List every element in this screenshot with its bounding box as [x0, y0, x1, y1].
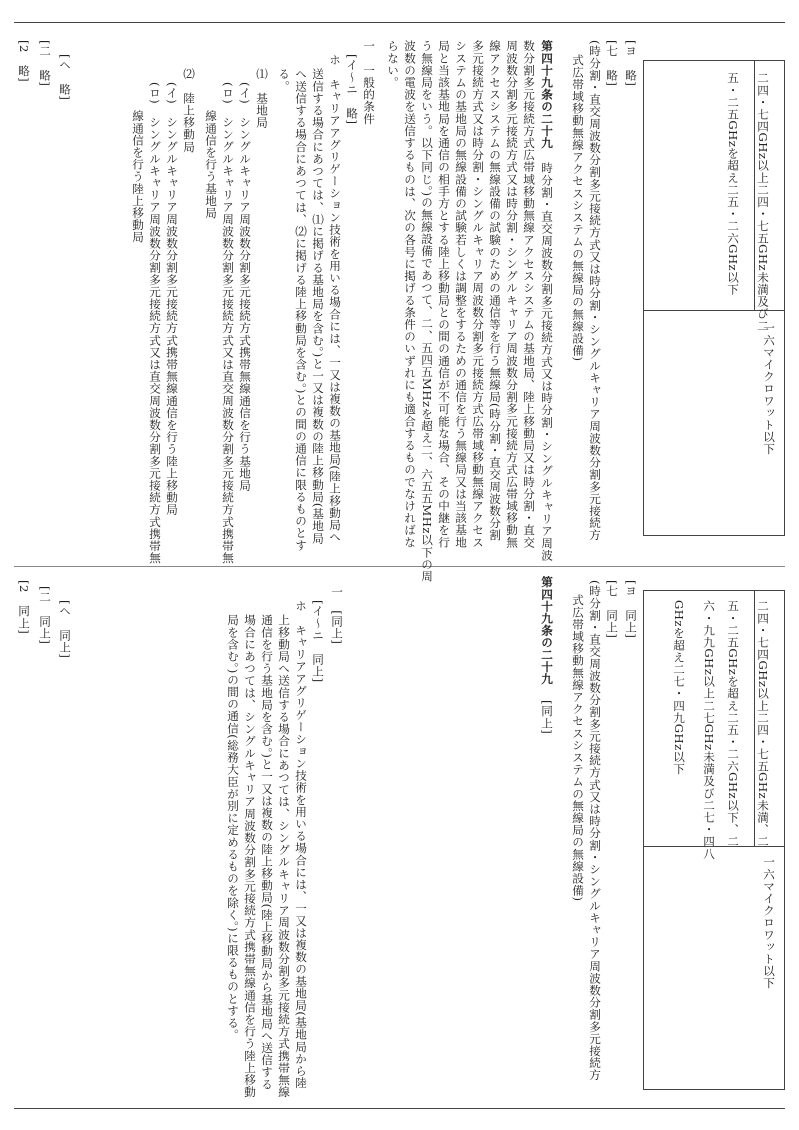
table-power: 一六マイクロワット以下	[762, 856, 776, 990]
omit-he: [ヘ 略]	[58, 54, 72, 101]
current-section	[0, 566, 799, 1108]
article-same: [同上]	[540, 700, 554, 735]
article-line3: 周波数分割多元接続方式又は時分割・シングルキャリア周波数分割多元接続方式広帯域移動無	[505, 40, 519, 549]
article-title: 第四十九条の二十九	[540, 576, 554, 685]
item1-heading: 一 [同上]	[330, 586, 344, 645]
omit-item7: [七 略]	[605, 40, 619, 87]
ho-line3: 通信を行う基地局を含む。)と一又は複数の陸上移動局(陸上移動局から基地局へ送信する	[260, 614, 274, 1091]
omit-i-ni: [イ～ニ 略]	[345, 54, 359, 125]
ho-line2: 上移動局へ送信する場合にあつては、シングルキャリア周波数分割多元接続方式携帯無線	[277, 614, 291, 1098]
subject-line2: 式広帯域移動無線アクセスシステムの無線局の無線設備)	[571, 594, 585, 902]
ho-line4: る。	[277, 68, 291, 93]
ho-line2: 送信する場合にあつては、⑴に掲げる基地局を含む。)と一又は複数の陸上移動局(基地局	[311, 68, 325, 545]
item1-heading: 一 一般的条件	[362, 40, 376, 125]
sub-base-ro: (ロ) シングルキャリア周波数分割多元接続方式又は直交周波数分割多元接続方式携帯無	[221, 82, 235, 564]
omit-item7: [七 同上]	[605, 580, 619, 639]
table-range-line4: GHzを超え二七・四九GHz以下	[672, 600, 686, 775]
table-range-line3: 六・九九GHz以上二七GHz未満及び二七・四八	[702, 600, 716, 860]
subject-line1: (時分割・直交周波数分割多元接続方式又は時分割・シングルキャリア周波数分割多元接続方	[588, 40, 602, 542]
table-inner-line	[754, 60, 755, 310]
sub-mobile-ro: (ロ) シングルキャリア周波数分割多元接続方式又は直交周波数分割多元接続方式携帯無	[148, 82, 162, 564]
ho-line3: へ送信する場合にあつては、⑵に掲げる陸上移動局を含む。)との間の通信に限るものとす	[294, 68, 308, 552]
bottom-rule	[14, 1108, 785, 1109]
ho-line1: ホ キャリアアグリゲーション技術を用いる場合には、一又は複数の基地局(基地局から陸	[294, 600, 308, 1090]
article-line1: 時分割・直交周波数分割多元接続方式又は時分割・シングルキャリア周波	[540, 162, 554, 562]
ho-line1: ホ キャリアアグリゲーション技術を用いる場合には、一又は複数の基地局(陸上移動局へ	[328, 54, 342, 544]
article-line9: 波数の電波を送信するものは、次の各号に掲げる条件のいずれにも適合するものでなければな	[403, 40, 417, 549]
table-power: 一六マイクロワット以下	[762, 322, 776, 456]
sub-base-station: ⑴ 基地局	[255, 68, 269, 129]
article-line5: 多元接続方式又は時分割・シングルキャリア周波数分割多元接続方式広帯域移動無線アクセス	[471, 40, 485, 549]
article-line7: 局と当該基地局を通信の相手方とする陸上移動局との間の通信が不可能な場合、その中継を行	[437, 40, 451, 549]
sub-base-ro-cont: 線通信を行う基地局	[204, 110, 218, 219]
table-range-line2: 五・二五GHzを超え二五・二六GHz以下	[726, 72, 740, 296]
article-line8: う無線局をいう。以下同じ。)の無線設備であつて、二、五四五MHzを超え二、六五五MHz以下の周	[420, 40, 434, 583]
table-inner-line	[754, 590, 755, 846]
article-line6: システムの基地局の無線設備の試験若しくは調整をするための通信を行う無線局又は当該基地	[454, 40, 468, 549]
omit-he: [ヘ 同上]	[58, 600, 72, 659]
sub-base-i: (イ) シングルキャリア周波数分割多元接続方式携帯無線通信を行う基地局	[238, 82, 252, 492]
sub-mobile-i: (イ) シングルキャリア周波数分割多元接続方式携帯無線通信を行う陸上移動局	[165, 82, 179, 516]
sub-mobile-station: ⑵ 陸上移動局	[182, 68, 196, 153]
subject-line1: (時分割・直交周波数分割多元接続方式又は時分割・シングルキャリア周波数分割多元接続方	[588, 580, 602, 1082]
omit-item2: [二 略]	[38, 40, 52, 87]
table-range-line1: 二四・七四GHz以上二四・七五GHz未満及び二	[756, 72, 770, 332]
omit-yo: [ヨ 略]	[624, 40, 638, 87]
omit-item2: [二 同上]	[38, 586, 52, 645]
ho-line5: 局を含む。)の間の通信(総務大臣が別に定めるものを除く。)に限るものとする。	[226, 614, 240, 1041]
omit-yo: [ヨ 同上]	[624, 580, 638, 639]
omit-para2: [2 同上]	[17, 580, 31, 635]
table-range-line1: 二四・七四GHz以上二四・七五GHz未満、二	[756, 600, 770, 848]
omit-para2: [2 略]	[17, 40, 31, 83]
sub-mobile-ro-cont: 線通信を行う陸上移動局	[131, 110, 145, 244]
article-line2: 数分割多元接続方式広帯域移動無線アクセスシステムの基地局、陸上移動局又は時分割・直交	[522, 40, 536, 549]
omit-i-ni: [イ～ニ 同上]	[311, 600, 325, 683]
article-line4: 線アクセスシステムの無線設備の試験のための通信等を行う無線局(時分割・直交周波数分割	[488, 40, 502, 542]
article-title: 第四十九条の二十九	[540, 40, 554, 149]
table-range-line2: 五・二五GHzを超え二五・二六GHz以下、二	[726, 600, 740, 848]
ho-line4: 場合にあつては、シングルキャリア周波数分割多元接続方式携帯無線通信を行う陸上移動	[243, 614, 257, 1098]
subject-line2: 式広帯域移動無線アクセスシステムの無線局の無線設備)	[571, 54, 585, 362]
article-line10: らない。	[386, 40, 400, 89]
